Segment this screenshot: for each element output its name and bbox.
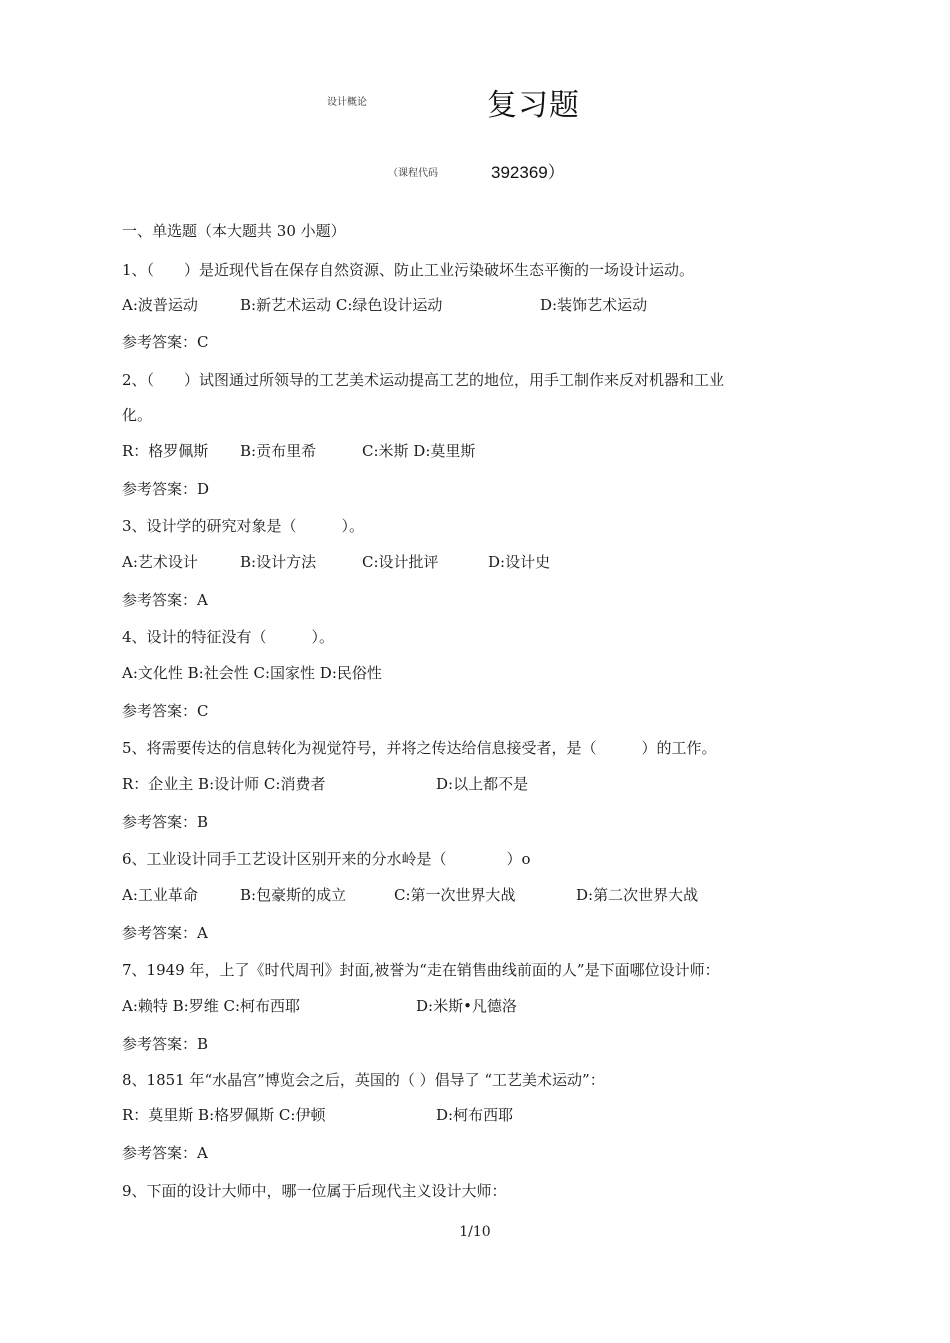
answer: 参考答案：A (122, 924, 208, 942)
option: D:柯布西耶 (436, 1106, 514, 1124)
question-stem: 1、（ ）是近现代旨在保存自然资源、防止工业污染破坏生态平衡的一场设计运动。 (122, 261, 695, 279)
option: D:设计史 (488, 553, 551, 571)
question-stem: 7、1949 年，上了《时代周刊》封面,被誉为“走在销售曲线前面的人”是下面哪位设计师： (122, 961, 720, 979)
option: A:艺术设计 (122, 553, 198, 571)
option: C:第一次世界大战 (394, 886, 516, 904)
option: D:米斯•凡德洛 (416, 997, 517, 1015)
answer: 参考答案：B (122, 813, 209, 831)
option: R：企业主 B:设计师 C:消费者 (122, 775, 326, 793)
option: R：莫里斯 B:格罗佩斯 C:伊顿 (122, 1106, 326, 1124)
question-stem: 3、设计学的研究对象是（ ）。 (122, 517, 365, 535)
answer: 参考答案：D (122, 480, 210, 498)
option: R：格罗佩斯 (122, 442, 209, 460)
page-number: 1/10 (459, 1224, 491, 1240)
page-title: 复习题 (487, 88, 580, 123)
option: B:包豪斯的成立 (240, 886, 347, 904)
course-code-value: 392369） (491, 163, 565, 182)
option: C:设计批评 (362, 553, 439, 571)
course-subject: 设计概论 (327, 97, 367, 108)
question-stem-continued: 化。 (122, 406, 153, 424)
answer: 参考答案：B (122, 1035, 209, 1053)
section-title: 一、单选题（本大题共 30 小题） (122, 222, 346, 240)
option: D:以上都不是 (436, 775, 529, 793)
answer: 参考答案：C (122, 333, 209, 351)
course-code-label: （课程代码 (388, 168, 438, 179)
option: D:第二次世界大战 (576, 886, 699, 904)
question-stem: 8、1851 年“水晶宫”博览会之后，英国的（ ）倡导了 “工艺美术运动”： (122, 1071, 605, 1089)
question-stem: 4、设计的特征没有（ ）。 (122, 628, 335, 646)
answer: 参考答案：A (122, 591, 208, 609)
option: A:工业革命 (122, 886, 198, 904)
option: A:波普运动 (122, 296, 198, 314)
question-stem: 9、下面的设计大师中，哪一位属于后现代主义设计大师： (122, 1182, 507, 1200)
option: A:文化性 B:社会性 C:国家性 D:民俗性 (122, 664, 382, 682)
answer: 参考答案：C (122, 702, 209, 720)
option: A:赖特 B:罗维 C:柯布西耶 (122, 997, 301, 1015)
option: B:新艺术运动 C:绿色设计运动 (240, 296, 443, 314)
option: B:设计方法 (240, 553, 317, 571)
question-stem: 6、工业设计同手工艺设计区别开来的分水岭是（ ）o (122, 850, 531, 868)
option: C:米斯 D:莫里斯 (362, 442, 476, 460)
question-stem: 2、（ ）试图通过所领导的工艺美术运动提高工艺的地位，用手工制作来反对机器和工业 (122, 371, 725, 389)
option: D:装饰艺术运动 (540, 296, 648, 314)
answer: 参考答案：A (122, 1144, 208, 1162)
option: B:贡布里希 (240, 442, 317, 460)
question-stem: 5、将需要传达的信息转化为视觉符号，并将之传达给信息接受者，是（ ）的工作。 (122, 739, 717, 757)
